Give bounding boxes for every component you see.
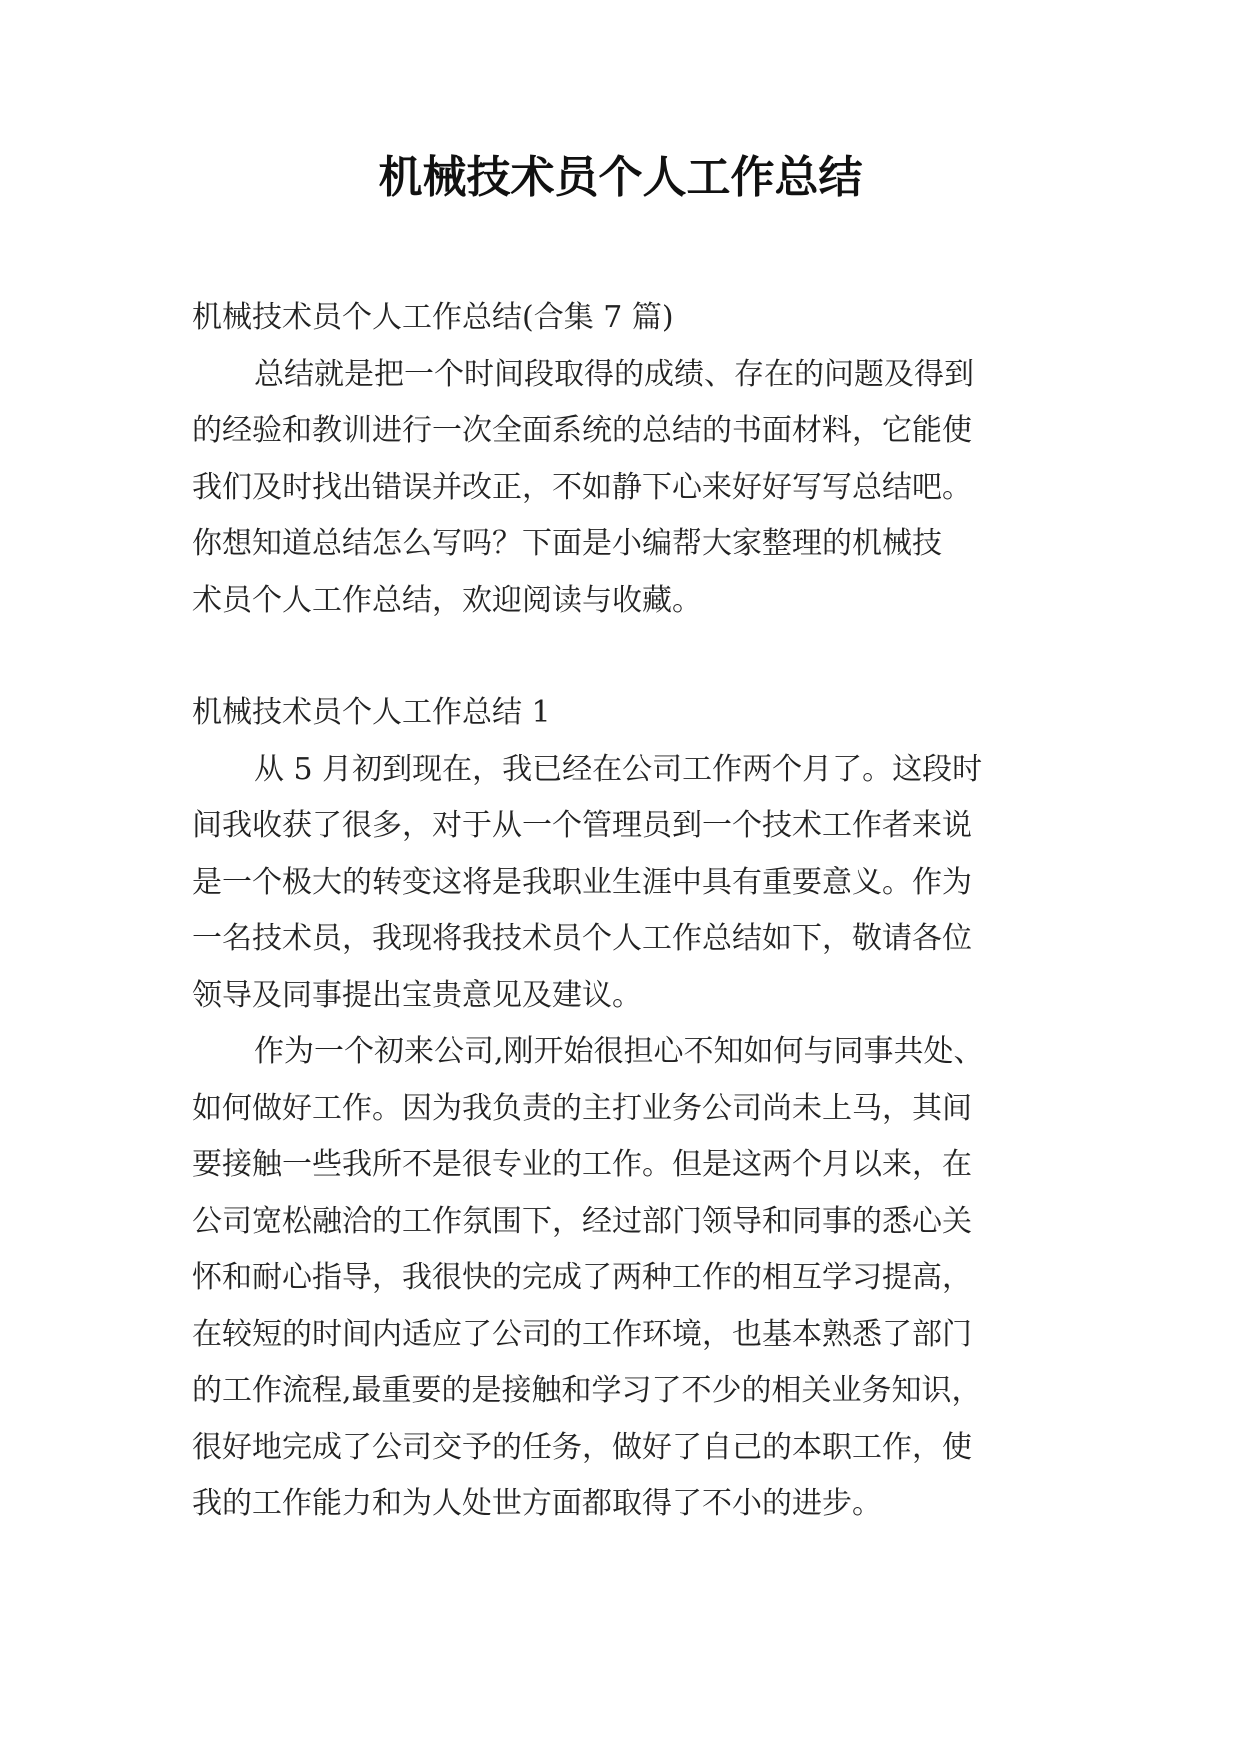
paragraph-line: 间我收获了很多，对于从一个管理员到一个技术工作者来说 [192, 808, 972, 843]
paragraph-line: 是一个极大的转变这将是我职业生涯中具有重要意义。作为 [192, 864, 972, 900]
section-spacer [192, 629, 1070, 685]
document-body [192, 290, 1070, 1533]
section1-paragraph-1 [192, 742, 1070, 1025]
intro-line: 我们及时找出错误并改正，不如静下心来好好写写总结吧。 [192, 469, 972, 505]
intro-line: 术员个人工作总结，欢迎阅读与收藏。 [192, 582, 702, 618]
intro-line: 总结就是把一个时间段取得的成绩、存在的问题及得到 [254, 356, 974, 392]
paragraph-line: 从 5 月初到现在，我已经在公司工作两个月了。这段时 [254, 751, 983, 787]
collection-heading: 机械技术员个人工作总结(合集 7 篇) [192, 300, 674, 335]
paragraph-line: 作为一个初来公司,刚开始很担心不知如何与同事共处、 [254, 1034, 984, 1069]
intro-paragraph [192, 347, 1070, 630]
section1-paragraph-2 [192, 1024, 1070, 1533]
intro-line: 你想知道总结怎么写吗？下面是小编帮大家整理的机械技 [192, 526, 942, 561]
document-title: 机械技术员个人工作总结 [378, 152, 863, 203]
intro-line: 的经验和教训进行一次全面系统的总结的书面材料，它能使 [192, 413, 972, 448]
paragraph-line: 我的工作能力和为人处世方面都取得了不小的进步。 [192, 1486, 882, 1521]
paragraph-line: 领导及同事提出宝贵意见及建议。 [192, 977, 642, 1013]
paragraph-line: 的工作流程,最重要的是接触和学习了不少的相关业务知识， [192, 1373, 982, 1408]
paragraph-line: 在较短的时间内适应了公司的工作环境，也基本熟悉了部门 [192, 1316, 972, 1352]
paragraph-line: 一名技术员，我现将我技术员个人工作总结如下，敬请各位 [192, 921, 972, 956]
paragraph-line: 如何做好工作。因为我负责的主打业务公司尚未上马，其间 [192, 1090, 972, 1126]
paragraph-line: 要接触一些我所不是很专业的工作。但是这两个月以来，在 [192, 1147, 972, 1182]
paragraph-line: 很好地完成了公司交予的任务，做好了自己的本职工作，使 [192, 1429, 972, 1465]
paragraph-line: 怀和耐心指导，我很快的完成了两种工作的相互学习提高， [192, 1260, 972, 1295]
section-heading: 机械技术员个人工作总结 1 [192, 695, 551, 730]
paragraph-line: 公司宽松融洽的工作氛围下，经过部门领导和同事的悉心关 [192, 1203, 972, 1239]
